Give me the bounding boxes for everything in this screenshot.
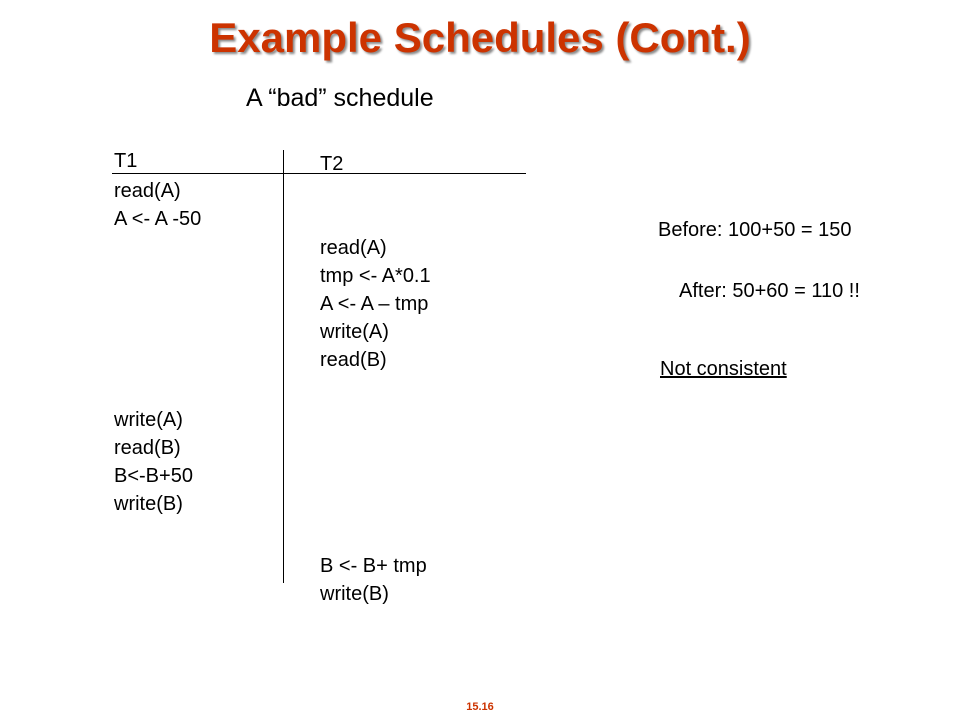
t2-op-compute-tmp: tmp <- A*0.1 (320, 265, 431, 287)
t1-op-read-b: read(B) (114, 437, 181, 459)
slide-title: Example Schedules (Cont.) (209, 14, 751, 61)
t2-header: T2 (320, 153, 344, 175)
t1-op-write-a: write(A) (114, 409, 183, 431)
consistency-verdict: Not consistent (660, 358, 787, 380)
t2-op-write-b: write(B) (320, 583, 389, 605)
t2-op-update-a: A <- A – tmp (320, 293, 429, 315)
t1-op-update-a: A <- A -50 (114, 208, 202, 230)
slide-subtitle: A “bad” schedule (246, 84, 434, 112)
t2-op-write-a: write(A) (320, 321, 389, 343)
slide-number: 15.16 (466, 701, 494, 713)
after-sum: After: 50+60 = 110 !! (679, 280, 860, 302)
t1-header: T1 (114, 150, 138, 172)
t2-op-read-b: read(B) (320, 349, 387, 371)
header-divider (112, 173, 526, 174)
t1-op-write-b: write(B) (114, 493, 183, 515)
before-sum: Before: 100+50 = 150 (658, 219, 852, 241)
t1-op-update-b: B<-B+50 (114, 465, 193, 487)
t2-op-update-b: B <- B+ tmp (320, 555, 427, 577)
column-divider (283, 150, 284, 583)
t1-op-read-a: read(A) (114, 180, 181, 202)
t2-op-read-a: read(A) (320, 237, 387, 259)
